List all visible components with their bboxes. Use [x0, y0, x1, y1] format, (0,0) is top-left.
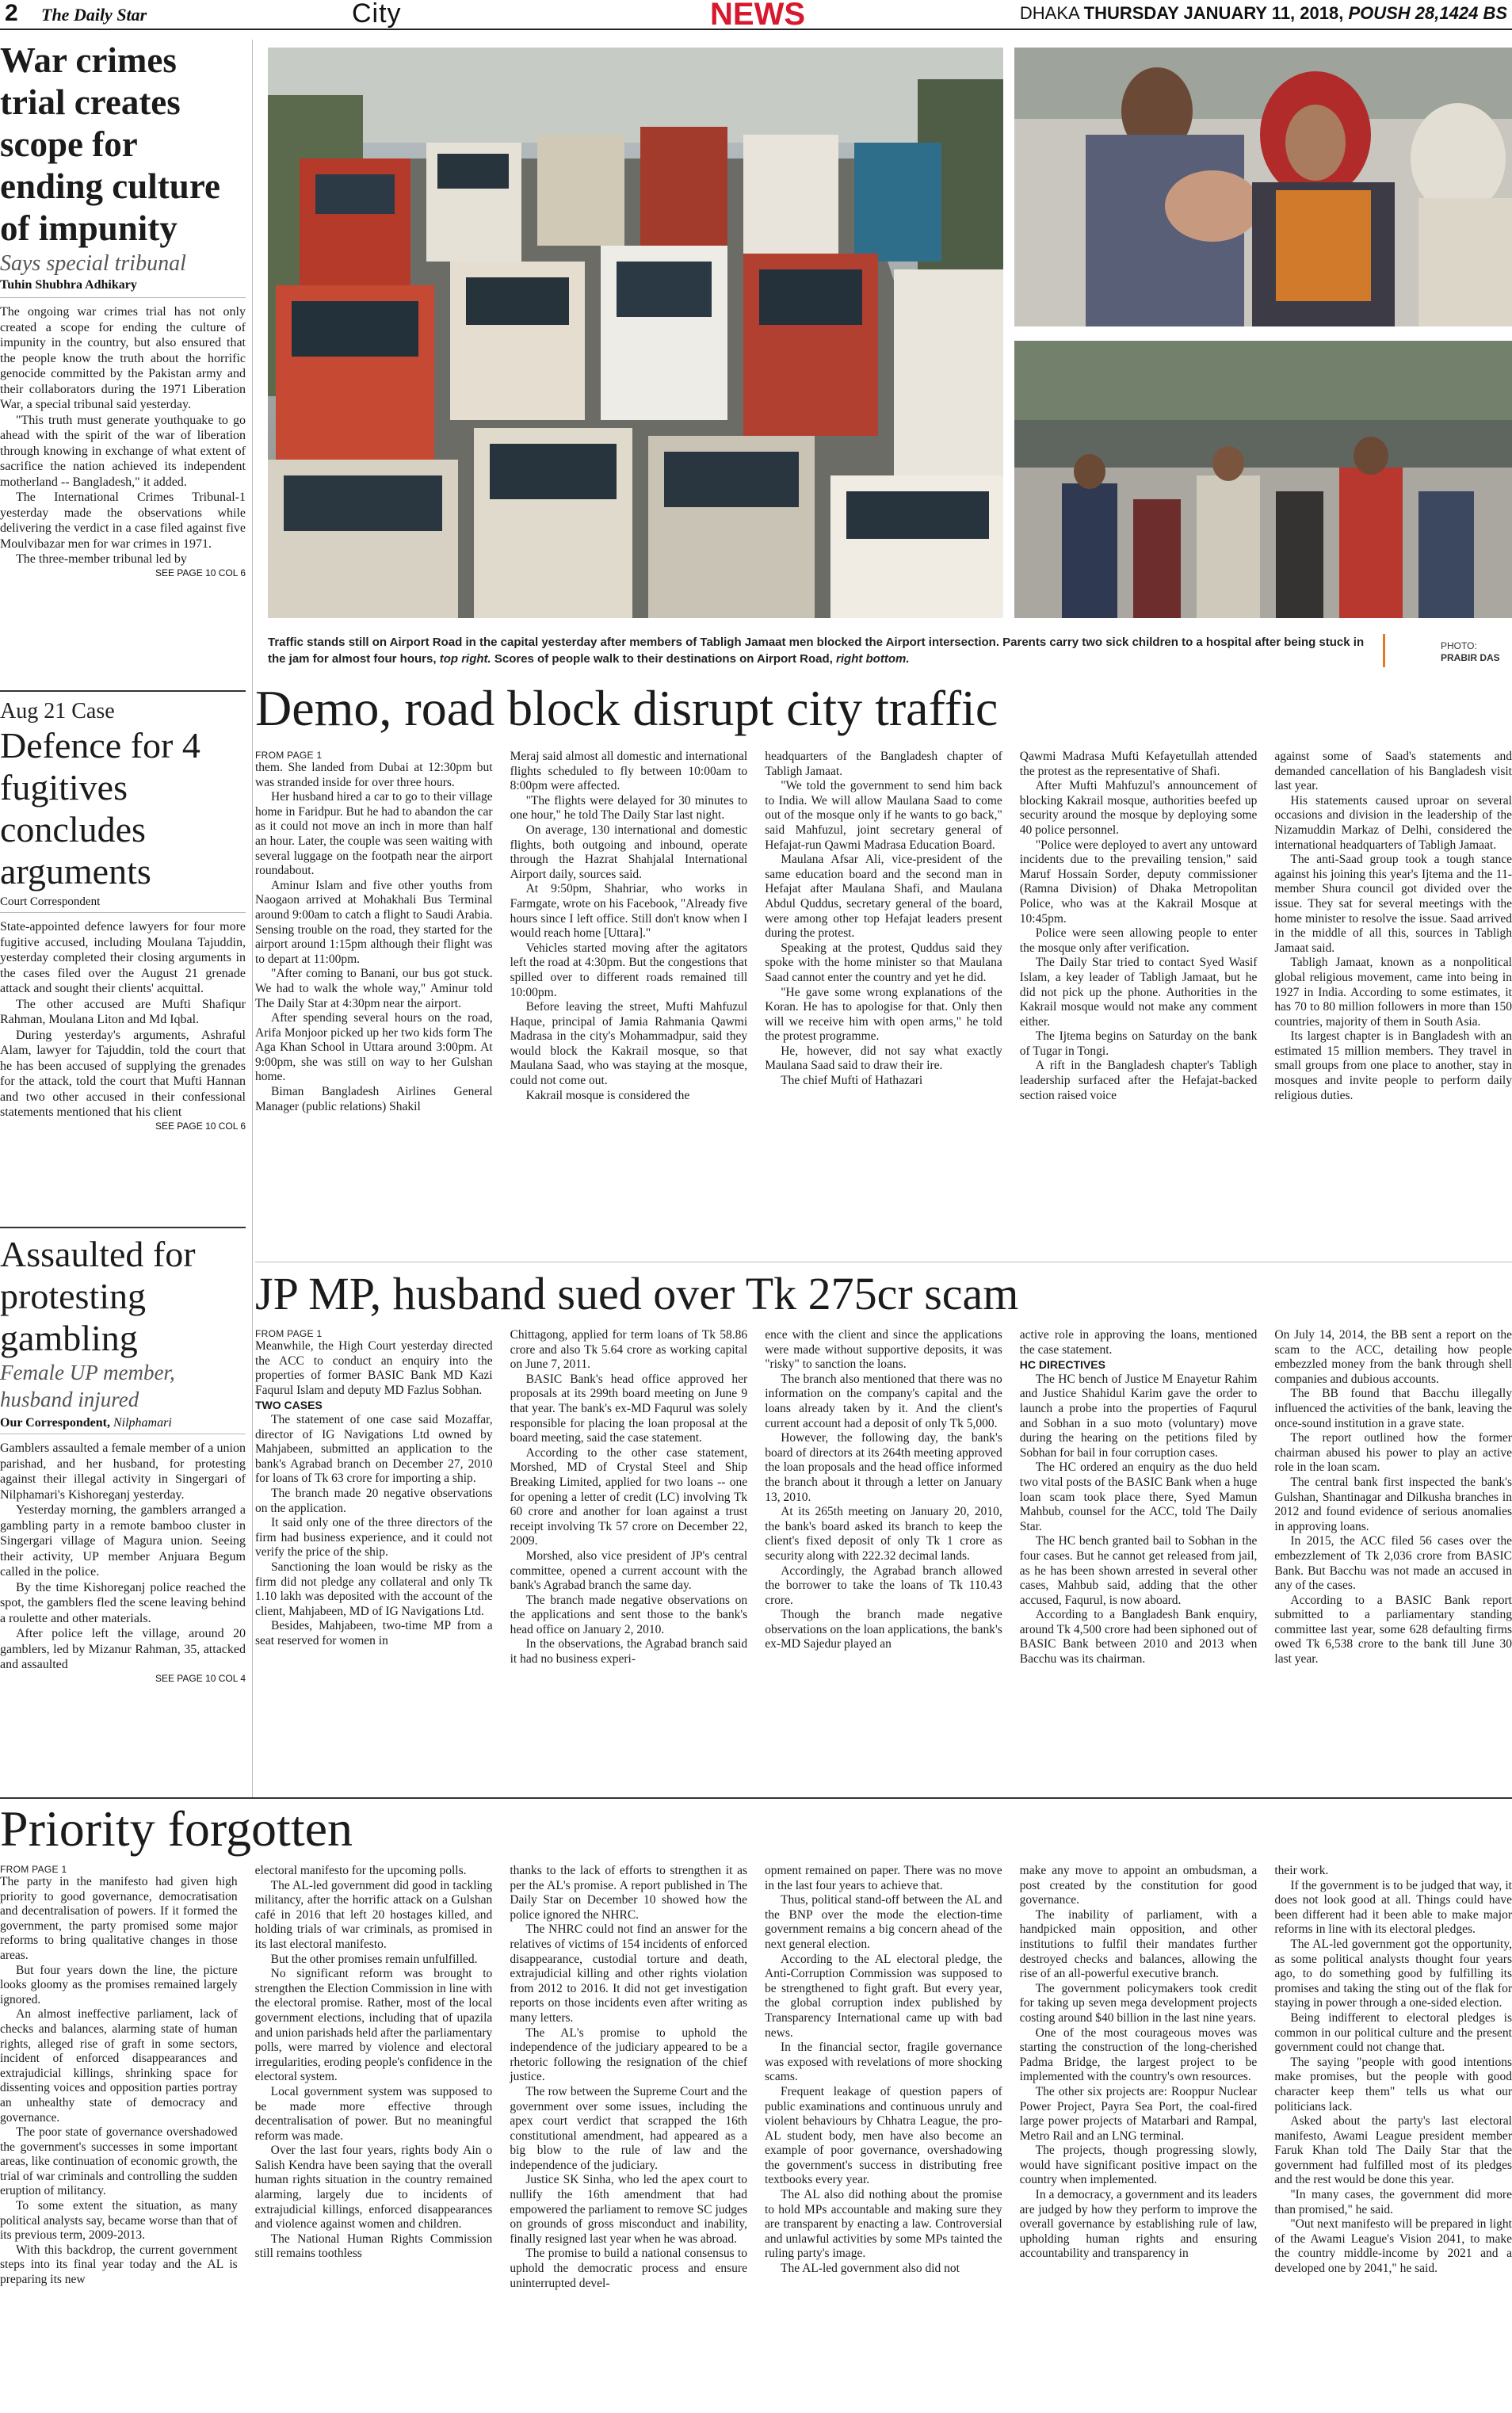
headline: Assaulted for protesting gambling [0, 1234, 196, 1358]
paragraph: The row between the Supreme Court and the government over some issues, including the apex court verdict that scrapped the 16th constitutional amendment, had appeared as a big blow to the rule of law and the independence of the judiciary. [510, 2084, 747, 2172]
people-walking-image [1014, 341, 1512, 618]
paragraph: In 2015, the ACC filed 56 cases over the embezzlement of Tk 2,036 crore from BASIC Bank. But Bacchu was not made an accused in any of the cases. [1274, 1534, 1512, 1593]
paragraph: Accordingly, the Agrabad branch allowed the borrower to take the loans of Tk 110.43 crore. [765, 1563, 1002, 1607]
masthead [0, 0, 1512, 30]
war-crimes-story [0, 40, 246, 578]
paragraph: The inability of parliament, with a handpicked main opposition, and other institutions to fulfil their mandates further destroyed checks and balances, allowing the rise of an all-powerful executive branch. [1019, 1907, 1258, 1981]
paragraph: After spending several hours on the road, Arifa Monjoor picked up her two kids form The Aga Khan School in Uttara around 3:00pm. At 9:00pm, she was still on way to her Gulshan home. [255, 1011, 493, 1084]
dateline [1020, 3, 1507, 24]
paragraph: The AL-led government did good in tackling militancy, after the horrific attack on a Gulshan café in 2016 that left 20 hostages killed, and holding trials of war criminals, as promised in its last electoral manifesto. [254, 1878, 493, 1951]
category-label: NEWS [710, 0, 805, 32]
paragraph: With this backdrop, the current government steps into its final year today and the AL is preparing its new [0, 2243, 238, 2287]
paragraph: The anti-Saad group took a tough stance against his joining this year's Ijtema and the 11-member Shura council got divided over the issue. They sat for several meetings with the home minister to resolve the issue. Saad arrived in the middle of all this, sources in Tabligh Jamaat said. [1274, 853, 1512, 955]
headline: Defence for 4 fugitives concludes arguments [0, 725, 200, 892]
paragraph: The BB found that Bacchu illegally influenced the activities of the bank, leaving the once-sound institution in a grave state. [1274, 1387, 1512, 1430]
paragraph: their work. [1274, 1864, 1329, 1877]
page-number: 2 [5, 0, 18, 26]
paragraph: BASIC Bank's head office approved her proposals at its 299th board meeting on June 9 that year. The bank's ex-MD Faqurul was solely responsible for placing the loan proposal at the board meeting, said the case statement. [510, 1372, 748, 1445]
byline-name: Our Correspondent, [0, 1416, 110, 1430]
paragraph: Maulana Afsar Ali, vice-president of the same education board and the second man in Hefajat after Maulana Shafi, and Maulana Abdul Quddus, secretary general of the board, were among other top Hefajat leaders present during the protest. [765, 853, 1002, 941]
paragraph: The International Crimes Tribunal-1 yesterday made the observations while delivering the verdict in a case filed against five Moulvibazar men for war crimes in 1971. [0, 491, 246, 551]
see-page-link[interactable]: SEE PAGE 10 COL 6 [155, 567, 246, 578]
credit-label: PHOTO: [1441, 640, 1477, 651]
paragraph: Justice SK Sinha, who led the apex court to nullify the 16th amendment that had empowered the parliament to remove SC judges on grounds of gross misconduct and inability, finally resigned last year when he was abroad. [510, 2173, 747, 2246]
text-column [255, 750, 493, 1114]
paragraph: Gamblers assaulted a female member of a union parishad, and her husband, for protesting against their illegal activity in Singergari of Nilphamari's Kishoreganj yesterday. [0, 1441, 246, 1502]
paragraph: Frequent leakage of question papers of public examinations and continuous unruly and violent behaviours by Chhatra League, the pro-AL student body, men have also become an example of poor governance, overshadowing the government's success in distributing free textbooks every year. [765, 2084, 1002, 2187]
parents-carrying-children-image [1014, 48, 1512, 326]
article-body [0, 919, 246, 1121]
byline [0, 1416, 246, 1430]
paragraph: "Police were deployed to avert any untoward incidents due to the prevailing tension," said Maruf Hossain Sorder, deputy commissioner (Ramna Division) of Dhaka Metropolitan Police, who was at the Kakrail Mosque at 10:45pm. [1019, 838, 1258, 926]
subhead: Female UP member, husband injured [0, 1361, 175, 1411]
paragraph: The AL-led government got the opportunity, as some political analysts thought four years ago, to do something good by fulfilling its promises and taking the sting out of the flak for staying in power through a one-sided election. [1274, 1937, 1512, 2010]
paragraph: Thus, political stand-off between the AL and the BNP over the mode the election-time government remains a big concern ahead of the next general election. [765, 1893, 1002, 1951]
paragraph: To some extent the situation, as many political analysts say, became worse than that of its previous term, 2009-2013. [0, 2199, 238, 2243]
paragraph: Morshed, also vice president of JP's central committee, opened a current account with the bank's Agrabad branch the same day. [510, 1548, 748, 1593]
paragraph: Aminur Islam and five other youths from Naogaon arrived at Mohakhali Bus Terminal around 9:00am to catch a flight to Saudi Arabia. Sensing trouble on the road, they started for the airport around 1:15pm although their flight was to depart at 11:00pm. [255, 878, 493, 966]
paragraph: After Mufti Mahfuzul's announcement of blocking Kakrail mosque, authorities beefed up security around the mosque by deploying some 40 police personnel. [1019, 779, 1258, 837]
paragraph: It said only one of the three directors of the firm had business experience, and it could not verify the price of the ship. [255, 1516, 493, 1560]
paragraph: Vehicles started moving after the agitators left the road at 4:30pm. But the congestions that spilled over to different roads remained till 10:00pm. [510, 941, 748, 999]
priority-story-body [0, 1864, 1512, 2411]
paragraph: According to a Bangladesh Bank enquiry, around Tk 4,500 crore had been siphoned out of BASIC Bank between 2010 and 2013 when Bacchu was its chairman. [1019, 1608, 1258, 1667]
text-column [1274, 1328, 1512, 1667]
paragraph: "The flights were delayed for 30 minutes to one hour," he told The Daily Star last night. [510, 793, 748, 823]
paragraph: The three-member tribunal led by [16, 552, 187, 566]
paragraph: The chief Mufti of Hathazari [781, 1074, 923, 1088]
paragraph: If the government is to be judged that way, it does not look good at all. Things could have been different had it been able to make major reforms in line with its electoral pledges. [1274, 1878, 1512, 1937]
paragraph: The statement of one case said Mozaffar, director of IG Navigations Ltd owned by Mahjabeen, submitted an application to the bank's Agrabad branch on December 27, 2010 for loans of Tk 63 crore for importing a ship. [255, 1412, 493, 1486]
date-bangla: POUSH 28,1424 BS [1348, 3, 1507, 23]
paragraph: At 9:50pm, Shahriar, who works in Farmgate, wrote on his Facebook, "Already five hours since I left office. Still don't know when I would reach home [Uttara]." [510, 882, 748, 941]
article-body [0, 1441, 246, 1673]
text-column [255, 1864, 493, 2262]
see-page-link[interactable]: SEE PAGE 10 COL 4 [155, 1672, 246, 1684]
paragraph: During yesterday's arguments, Ashraful Alam, lawyer for Tajuddin, told the court that he has been accused of supplying the grenades for the attack, told the court that Mufti Hannan and two other accused in their confessional statements mentioned that his client [0, 1028, 246, 1119]
paragraph: The HC ordered an enquiry as the duo held two vital posts of the BASIC Bank when a huge loan scam took place there, Syed Mamun Mahbub, counsel for the ACC, told The Daily Star. [1019, 1460, 1258, 1533]
photo-caption [268, 634, 1377, 667]
paragraph: Before leaving the street, Mufti Mahfuzul Haque, principal of Jamia Rahmania Qawmi Madrasa in the city's Mohammadpur, said they would block the Kakrail mosque, so that Maulana Saad, who was staying at the mosque, could not come out. [510, 1000, 748, 1088]
paragraph: The branch made negative observations on the applications and sent those to the bank's head office on January 2, 2010. [510, 1593, 748, 1636]
text-column [1274, 750, 1512, 1103]
text-column [0, 1864, 238, 2288]
paragraph: ence with the client and since the applications were made without supportive deposits, it was "risky" to sanction the loans. [765, 1328, 1002, 1372]
priority-headline: Priority forgotten [0, 1800, 353, 1857]
paragraph: them. She landed from Dubai at 12:30pm but was stranded inside for over three hours. [255, 761, 493, 789]
paragraph: An almost ineffective parliament, lack of checks and balances, alarming state of human rights, alleged rise of graft in some sectors, incident of enforced disappearances and extrajudicial killings, shrinking space for dissenting voices and opposition parties portray an unhealthy state of democracy and governance. [0, 2007, 238, 2125]
paragraph: The central bank first inspected the bank's Gulshan, Shantinagar and Dilkusha branches in 2012 and found evidence of serious anomalies in approving loans. [1274, 1475, 1512, 1533]
paragraph: The report outlined how the former chairman abused his power to play an active role in the loan scam. [1274, 1431, 1512, 1475]
paragraph: Her husband hired a car to go to their village home in Faridpur. But he had to abandon the car as it could not move an inch in more than half an hour. Later, the couple was seen waiting with several luggage on the footpath near the airport roundabout. [255, 790, 493, 878]
date-main: THURSDAY JANUARY 11, 2018, [1083, 3, 1344, 23]
paragraph: However, the following day, the bank's board of directors at its 264th meeting approved the loan proposals and the head office informed the branch about it through a letter on January 13, 2010. [765, 1431, 1002, 1504]
caption-text-2: Scores of people walk to their destinations on Airport Road, [494, 652, 833, 666]
article-body [0, 304, 246, 567]
credit-name: PRABIR DAS [1441, 652, 1500, 663]
paper-name: The Daily Star [41, 5, 147, 25]
paragraph: On average, 130 international and domestic flights, both outgoing and inbound, operate through the Hazrat Shahjalal International Airport daily, sources said. [510, 823, 748, 881]
paragraph: The poor state of governance overshadowed the government's successes in some important areas, like continuation of economic growth, the trial of war criminals and controlling the sudden eruption of militancy. [0, 2125, 238, 2198]
paragraph: On July 14, 2014, the BB sent a report on the scam to the ACC, detailing how people embezzled money from the bank through shell companies and dubious accounts. [1274, 1328, 1512, 1386]
date-city: DHAKA [1019, 3, 1079, 23]
subhead: Says special tribunal [0, 251, 186, 276]
paragraph: "This truth must generate youthquake to go ahead with the spirit of the war of liberation through knowing in exchange of what extent of sacrifice the nation achieved its independent motherland -- Bangladesh," it added. [0, 413, 246, 489]
paragraph: headquarters of the Bangladesh chapter of Tabligh Jamaat. [765, 750, 1002, 778]
paragraph: The saying "people with good intentions make promises, but the people with good character keep them" tells us what our politicians lack. [1274, 2055, 1512, 2113]
paragraph: thanks to the lack of efforts to strengthen it as per the AL's promise. A report published in The Daily Star on December 10 showed how the police ignored the NHRC. [510, 1864, 747, 1922]
paragraph: Asked about the party's last electoral manifesto, Awami League president member Faruk Khan told The Daily Star that the government had fulfilled most of its pledges and the rest would be done this year. [1274, 2114, 1512, 2187]
see-page-link[interactable]: SEE PAGE 10 COL 6 [155, 1120, 246, 1132]
paragraph: State-appointed defence lawyers for four more fugitive accused, including Moulana Tajuddin, yesterday completed their closing arguments in the cases filed over the August 21 grenade attack and sought their clients' acquittal. [0, 920, 246, 995]
paragraph: "Out next manifesto will be prepared in light of the Awami League's Vision 2041, to make the country middle-income by 2021 and a developed one by 2041," he said. [1274, 2217, 1512, 2276]
paragraph: Meraj said almost all domestic and international flights scheduled to fly between 10:00am to 8:00pm were affected. [510, 750, 748, 793]
paragraph: In the observations, the Agrabad branch said it had no business experi- [510, 1637, 748, 1667]
headline: War crimes trial creates scope for ending culture of impunity [0, 40, 220, 248]
paragraph: According to the other case statement, Morshed, MD of Crystal Steel and Ship Breaking Limited, applied for two loans -- one for opening a letter of credit (LC) involving Tk 60 crore and another for loan against a trust receipt involving Tk 57 crore on December 22, 2009. [510, 1445, 748, 1548]
paragraph: No significant reform was brought to strengthen the Election Commission in line with the electoral promise. Rather, most of the local government elections, including that of upazila and union parishads held after the parliamentary polls, were marred by violence and electoral irregularities, eroding people's confidence in the electoral system. [254, 1967, 493, 2084]
paragraph: The National Human Rights Commission still remains toothless [254, 2232, 493, 2261]
paragraph: The NHRC could not find an answer for the relatives of victims of 154 incidents of enforced disappearance, custodial torture and death, extrajudicial killing and other rights violation from 2012 to 2016. It did not get investigation reports on those incidents even after writing as many letters. [510, 1922, 747, 2025]
paragraph: According to the AL electoral pledge, the Anti-Corruption Commission was supposed to be strengthened to fight graft. But every year, the global corruption index published by Transparency International came up with bad news. [765, 1952, 1002, 2040]
from-page-label: FROM PAGE 1 [0, 1864, 67, 1875]
paragraph: Besides, Mahjabeen, two-time MP from a seat reserved for women in [255, 1619, 493, 1647]
text-column [1274, 1864, 1512, 2277]
paragraph: Being indifferent to electoral pledges is common in our political culture and the present government could not change that. [1274, 2010, 1512, 2055]
paragraph: The HC bench of Justice M Enayetur Rahim and Justice Shahidul Karim gave the order to launch a probe into the properties of Faqurul and Sobhan in a suo moto (voluntary) move during the hearing on the petitions filed by Sobhan for bail in four corruption cases. [1019, 1372, 1258, 1460]
photo-credit [1441, 640, 1500, 664]
from-page-label: FROM PAGE 1 [255, 1328, 323, 1339]
paragraph: opment remained on paper. There was no move in the last four years to achieve that. [765, 1864, 1002, 1892]
text-column [1020, 1328, 1258, 1667]
paragraph: The AL also did nothing about the promise to hold MPs accountable and making sure they are transparent by enacting a law. Controversial and unlawful activities by some MPs tainted the ruling party's image. [765, 2188, 1002, 2261]
section-name: City [352, 0, 402, 29]
paragraph: Kakrail mosque is considered the [525, 1088, 690, 1102]
byline: Court Correspondent [0, 895, 101, 908]
text-column [510, 1328, 748, 1667]
paragraph: Though the branch made negative observations on the loan applications, the bank's ex-MD Sajedur played an [765, 1608, 1002, 1651]
traffic-jam-image [268, 48, 1003, 618]
paragraph: Chittagong, applied for term loans of Tk 58.86 crore and also Tk 5.64 crore as working capital on June 7, 2011. [510, 1328, 748, 1372]
text-column [765, 1864, 1002, 2277]
paragraph: The AL-led government also did not [781, 2262, 960, 2276]
paragraph: A rift in the Bangladesh chapter's Tabligh leadership surfaced after the Hefajat-backed section raised voice [1019, 1059, 1258, 1102]
paragraph: The HC bench granted bail to Sobhan in the four cases. But he cannot get released from jail, as he has been shown arrested in several other cases, Mahbub said, adding that the other accused, Faqurul, is now aboard. [1019, 1534, 1258, 1607]
paragraph: His statements caused uproar on several occasions and division in the leadership of the Nizamuddin Markaz of Delhi, considered the international headquarters of Tabligh Jamaat. [1274, 793, 1512, 852]
paragraph: Police were seen allowing people to enter the mosque only after verification. [1019, 926, 1258, 955]
paragraph: Sanctioning the loan would be risky as the firm did not pledge any collateral and only Tk 1.10 lakh was deposited with the account of the client, Mahjabeen, MD of IG Navigations Ltd. [255, 1560, 493, 1618]
paragraph: The ongoing war crimes trial has not only created a scope for ending the culture of impunity in the country, but also ensured that the people know the truth about the horrific genocide committed by the Pakistan army and their collaborators during the 1971 Liberation War, a special tribunal said yesterday. [0, 305, 246, 411]
aug21-story [0, 699, 246, 1132]
paragraph: By the time Kishoreganj police reached the spot, the gamblers fled the scene leaving behind a roulette and other materials. [0, 1580, 246, 1625]
section-subtitle: TWO CASES [255, 1399, 323, 1412]
byline: Tuhin Shubhra Adhikary [0, 278, 137, 292]
paragraph: The projects, though progressing slowly, would have significant positive impact on the country when implemented. [1019, 2144, 1258, 2187]
paragraph: The government policymakers took credit for taking up seven mega development projects costing around $40 billion in the last nine years. [1019, 1981, 1258, 2025]
text-column [1020, 750, 1258, 1103]
paragraph: The party in the manifesto had given high priority to good governance, democratisation and decentralisation of powers. If it formed the government, the party promised some major reforms to bring qualitative changes in those areas. [0, 1875, 238, 1962]
from-page-label: FROM PAGE 1 [255, 750, 323, 761]
paragraph: Its largest chapter is in Bangladesh with an estimated 15 million members. They travel in small groups from one place to another, stay in mosques and invite people to perform daily religious duties. [1274, 1029, 1512, 1102]
paragraph: The AL's promise to uphold the independence of the judiciary appeared to be a rhetoric following the resignation of the chief justice. [510, 2025, 747, 2084]
divider [0, 297, 246, 298]
paragraph: But four years down the line, the picture looks gloomy as the promises remained largely ignored. [0, 1963, 238, 2006]
traffic-photo [268, 48, 1003, 618]
paragraph: The promise to build a national consensus to uphold the democratic process and ensure uninterrupted devel- [510, 2247, 747, 2290]
paragraph: He, however, did not say what exactly Maulana Saad said to draw their ire. [765, 1044, 1002, 1073]
paragraph: electoral manifesto for the upcoming polls. [254, 1864, 467, 1877]
text-column [510, 750, 748, 1103]
text-column [510, 1864, 747, 2291]
kicker: Aug 21 Case [0, 699, 115, 724]
caption-bottom-right: right bottom. [836, 652, 910, 666]
paragraph: Tabligh Jamaat, known as a nonpolitical global religious movement, came into being in 1927 in India. According to some estimates, it has 70 to 80 million followers in more than 150 countries, majority of them in South Asia. [1274, 956, 1512, 1029]
jp-story-body [255, 1328, 1512, 1804]
text-column [1020, 1864, 1258, 2262]
caption-text: Traffic stands still on Airport Road in the capital yesterday after members of Tabligh Jamaat men blocked the Airport intersection. Parents carry two sick children to a hospital after being stuck in the jam for almost four hours, [268, 636, 1365, 666]
paragraph: According to a BASIC Bank report submitted to a parliamentary standing committee last year, some 628 defaulting firms owed Tk 6,538 crore to the bank till June 30 last year. [1274, 1593, 1512, 1667]
jp-headline: JP MP, husband sued over Tk 275cr scam [255, 1268, 1019, 1319]
paragraph: Speaking at the protest, Quddus said they spoke with the home minister so that Maulana Saad cannot enter the country and yet he did. [765, 941, 1002, 984]
paragraph: In a democracy, a government and its leaders are judged by how they perform to improve the overall governance by establishing rule of law, upholding human rights and ensuring accountability and transparency in [1019, 2188, 1258, 2261]
paragraph: The branch also mentioned that there was no information on the company's capital and the loans already taken by it. And the client's current account had a deposit of only Tk 5,000. [765, 1372, 1002, 1430]
paragraph: "He gave some wrong explanations of the Koran. He has to apologise for that. Only then will we receive him with open arms," he told the protest programme. [765, 985, 1002, 1044]
caption-top-right: top right. [439, 652, 491, 666]
paragraph: The other six projects are: Rooppur Nuclear Power Project, Payra Sea Port, the coal-fired large power projects of Matarbari and Rampal, Metro Rail and an LNG terminal. [1019, 2084, 1258, 2143]
paragraph: One of the most courageous moves was starting the construction of the long-cherished Padma Bridge, the largest project to be implemented with the country's own resources. [1019, 2025, 1258, 2084]
text-column [255, 1328, 493, 1648]
column-divider [252, 40, 253, 1799]
paragraph: "In many cases, the government did more than promised," he said. [1274, 2188, 1512, 2216]
paragraph: The Daily Star tried to contact Syed Wasif Islam, a key leader of Tabligh Jamaat, but he did not pick up the phone. Authorities in the Kakrail mosque would not make any comment either. [1019, 956, 1258, 1029]
paragraph: The branch made 20 negative observations on the application. [255, 1486, 493, 1515]
paragraph: Meanwhile, the High Court yesterday directed the ACC to conduct an enquiry into the properties of former BASIC Bank MD Kazi Faqurul Islam and deputy MD Fazlus Sobhan. [255, 1339, 493, 1397]
paragraph: Yesterday morning, the gamblers arranged a gambling party in a remote bamboo cluster in Singergari village of Magura union. Seeing their activity, UP member Anjuara Begum called in the police. [0, 1503, 246, 1579]
paragraph: "We told the government to send him back to India. We will allow Maulana Saad to come out of the mosque only if he wants to go back," said Mahfuzul, joint secretary general of Hefajat-run Qawmi Madrasa Education Board. [765, 779, 1002, 852]
paragraph: Qawmi Madrasa Mufti Kefayetullah attended the protest as the representative of Shafi. [1019, 750, 1258, 778]
divider [0, 1797, 1512, 1799]
text-column [765, 1328, 1002, 1652]
paragraph: "After coming to Banani, our bus got stuck. We had to walk the whole way," Aminur told The Daily Star at 4:30pm near the airport. [255, 967, 493, 1010]
paragraph: The Ijtema begins on Saturday on the bank of Tugar in Tongi. [1019, 1029, 1258, 1058]
walkers-photo [1014, 341, 1512, 618]
byline-place: Nilphamari [113, 1416, 172, 1430]
divider [0, 912, 246, 913]
divider [0, 1227, 246, 1228]
paragraph: But the other promises remain unfulfilled. [270, 1952, 478, 1966]
demo-story-body [255, 750, 1512, 1304]
paragraph: The other accused are Mufti Shafiqur Rahman, Moulana Liton and Md Iqbal. [0, 997, 246, 1026]
paragraph: At its 265th meeting on January 20, 2010, the bank's board asked its branch to keep the client's fixed deposit of only Tk 1 crore as security along with 222.32 decimal lands. [765, 1505, 1002, 1563]
paragraph: active role in approving the loans, mentioned the case statement. [1019, 1328, 1258, 1357]
paragraph: In the financial sector, fragile governance was exposed with revelations of more shocking scams. [765, 2041, 1002, 2084]
credit-marker [1383, 634, 1385, 667]
paragraph: Local government system was supposed to be made more effective through decentralisation of power. But no meaningful reform was made. [254, 2084, 493, 2143]
section-subtitle: HC DIRECTIVES [1019, 1358, 1105, 1372]
paragraph: Over the last four years, rights body Ain o Salish Kendra have been saying that the overall human rights situation in the country remained alarming, largely due to incidents of extrajudicial killings, enforced disappearances and violence against women and children. [254, 2144, 493, 2232]
paragraph: against some of Saad's statements and demanded cancellation of his Bangladesh visit last year. [1274, 750, 1512, 793]
paragraph: After police left the village, around 20 gamblers, led by Mizanur Rahman, 35, attacked and assaulted [0, 1627, 246, 1671]
demo-headline: Demo, road block disrupt city traffic [255, 680, 998, 736]
paragraph: make any move to appoint an ombudsman, a post created by the constitution for good governance. [1019, 1864, 1258, 1907]
paragraph: Biman Bangladesh Airlines General Manager (public relations) Shakil [255, 1085, 493, 1113]
assaulted-story [0, 1233, 246, 1684]
text-column [765, 750, 1002, 1089]
parents-photo [1014, 48, 1512, 326]
divider [0, 690, 246, 692]
